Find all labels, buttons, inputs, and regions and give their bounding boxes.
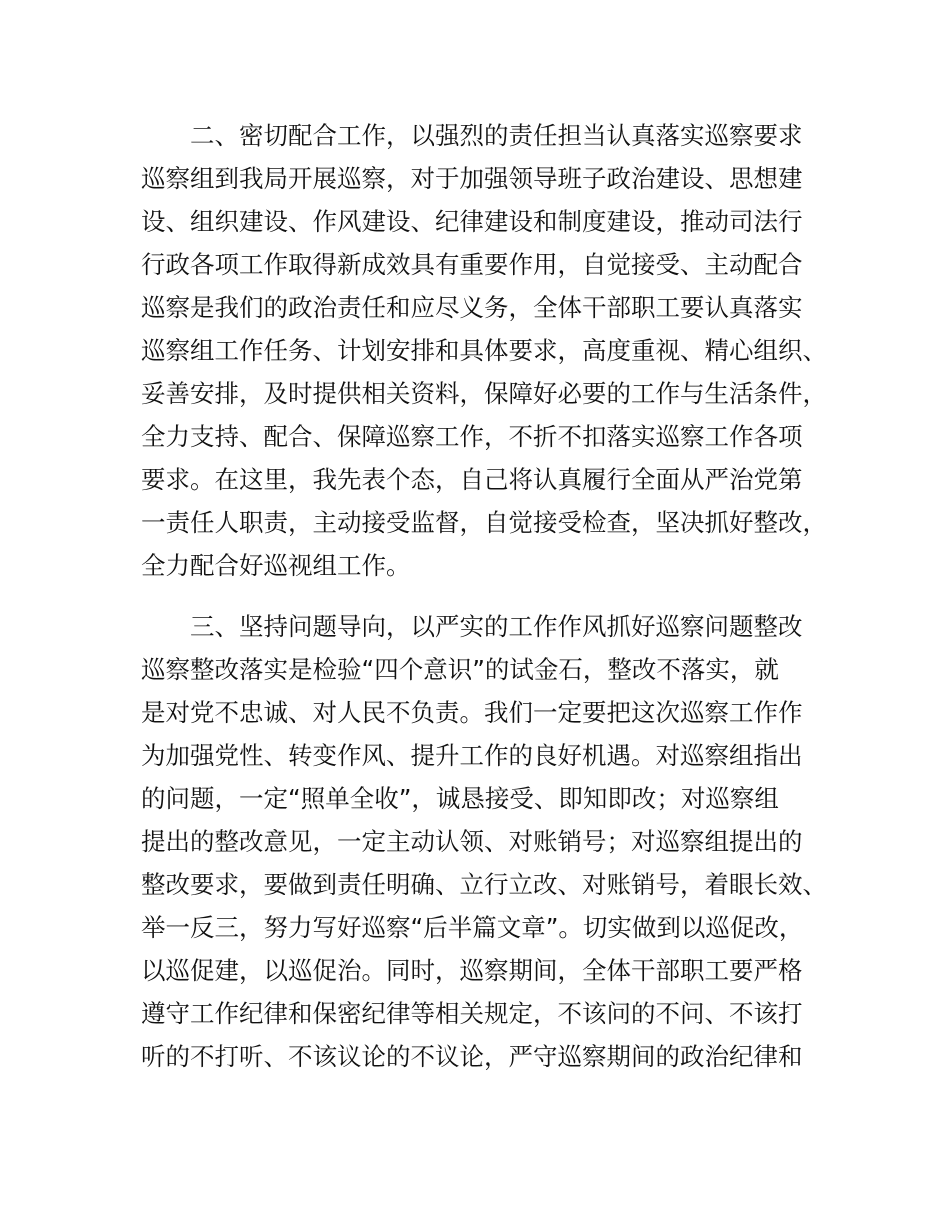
paragraph-line: 是对党不忠诚、对人民不负责。我们一定要把这次巡察工作作 [141, 698, 803, 727]
paragraph-line: 提出的整改意见，一定主动认领、对账销号；对巡察组提出的 [141, 827, 803, 856]
paragraph-line: 巡察是我们的政治责任和应尽义务，全体干部职工要认真落实 [141, 293, 803, 322]
paragraph-line: 以巡促建，以巡促治。同时，巡察期间，全体干部职工要严格 [141, 956, 803, 985]
paragraph-line: 巡察整改落实是检验“四个意识”的试金石，整改不落实，就 [141, 655, 779, 684]
paragraph-line: 行政各项工作取得新成效具有重要作用，自觉接受、主动配合 [141, 250, 803, 279]
paragraph-line: 要求。在这里，我先表个态，自己将认真履行全面从严治党第 [141, 465, 803, 494]
section-3-heading-line: 三、坚持问题导向，以严实的工作作风抓好巡察问题整改 [190, 612, 803, 641]
paragraph-line: 的问题，一定“照单全收”，诚恳接受、即知即改；对巡察组 [141, 784, 779, 813]
paragraph-line: 设、组织建设、作风建设、纪律建设和制度建设，推动司法行 [141, 207, 803, 236]
paragraph-line: 全力支持、配合、保障巡察工作，不折不扣落实巡察工作各项 [141, 422, 803, 451]
paragraph-line: 巡察组工作任务、计划安排和具体要求，高度重视、精心组织、 [141, 336, 827, 365]
paragraph-section-3 [141, 605, 841, 1078]
paragraph-line: 全力配合好巡视组工作。 [141, 551, 411, 580]
paragraph-line: 巡察组到我局开展巡察，对于加强领导班子政治建设、思想建 [141, 164, 803, 193]
paragraph-line: 举一反三，努力写好巡察“后半篇文章”。切实做到以巡促改， [141, 913, 804, 942]
paragraph-line: 整改要求，要做到责任明确、立行立改、对账销号，着眼长效、 [141, 870, 827, 899]
paragraph-section-2 [141, 114, 841, 587]
paragraph-line: 妥善安排，及时提供相关资料，保障好必要的工作与生活条件， [141, 379, 827, 408]
paragraph-line: 听的不打听、不该议论的不议论，严守巡察期间的政治纪律和 [141, 1042, 803, 1071]
paragraph-line: 遵守工作纪律和保密纪律等相关规定，不该问的不问、不该打 [141, 999, 803, 1028]
paragraph-line: 为加强党性、转变作风、提升工作的良好机遇。对巡察组指出 [141, 741, 803, 770]
paragraph-line: 一责任人职责，主动接受监督，自觉接受检查，坚决抓好整改， [141, 508, 827, 537]
section-2-heading-line: 二、密切配合工作，以强烈的责任担当认真落实巡察要求 [190, 121, 803, 150]
